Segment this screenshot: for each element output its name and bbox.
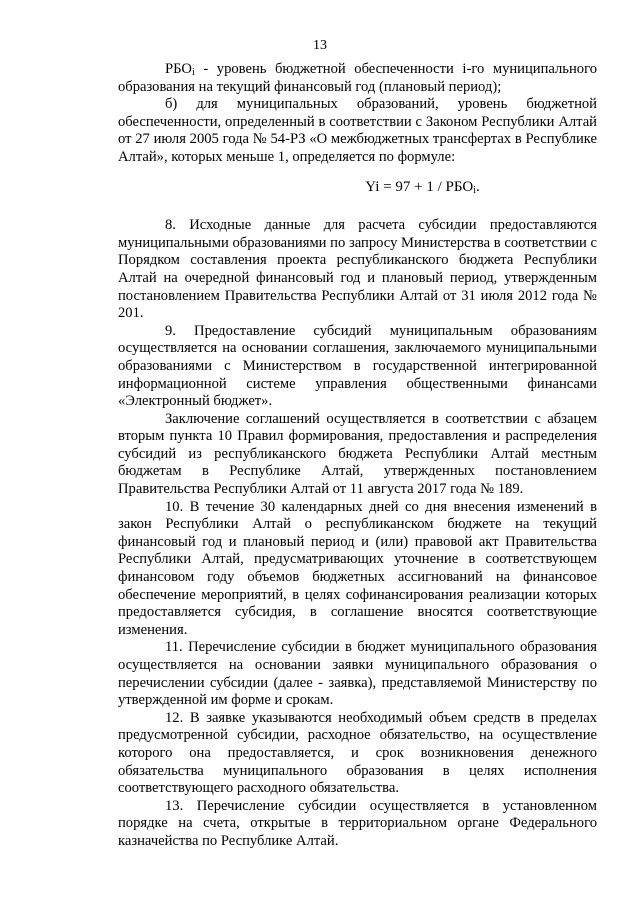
- paragraph-12: 12. В заявке указываются необходимый объем средств в пределах предусмотренной субсидии, расходное обязательство, на осуществление которого она предоставляется, и срок возникновения денежного обязательства муниципального образования в целях исполнения соответствующего расходного обязательства.: [118, 709, 597, 797]
- document-body: [118, 61, 597, 851]
- formula-main: Yi = 97 + 1 / РБО: [365, 178, 474, 195]
- formula-end: .: [475, 178, 480, 195]
- rbo-term: РБО: [165, 61, 192, 77]
- paragraph-13: 13. Перечисление субсидии осуществляется в установленном порядке на счета, открытые в территориальном органе Федерального казначейства по Республике Алтай.: [118, 797, 597, 849]
- paragraph-8: 8. Исходные данные для расчета субсидии предоставляются муниципальными образованиями по запросу Министерства в соответствии с Порядком составления проекта республиканского бюджета Республики Алтай на очередной финансовый год и плановый период, утвержденным постановлением Правительства Республики Алтай от 31 июля 2012 года № 201.: [118, 217, 597, 322]
- rbo-definition-text: - уровень бюджетной обеспеченности i-го муниципального образования на текущий финансовый год (плановый период);: [118, 61, 597, 95]
- paragraph-11: 11. Перечисление субсидии в бюджет муниципального образования осуществляется на основании заявки муниципального образования о перечислении субсидии (далее - заявка), представляемой Министерству по утвержденной им форме и срокам.: [118, 639, 597, 709]
- paragraph-b: б) для муниципальных образований, уровень бюджетной обеспеченности, определенный в соответствии с Законом Республики Алтай от 27 июля 2005 года № 54-РЗ «О межбюджетных трансфертах в Республике Алтай», которых меньше 1, определяется по формуле:: [118, 96, 597, 165]
- paragraph-rbo-definition: [118, 61, 597, 96]
- rbo-subscript: i: [191, 67, 195, 78]
- paragraph-10: 10. В течение 30 календарных дней со дня внесения изменений в закон Республики Алтай о республиканском бюджете на текущий финансовый год и плановый период и (или) правовой акт Правительства Республики Алтай, предусматривающих уточнение в соответствующем финансовом году объемов бюджетных ассигнований на финансовое обеспечение мероприятий, в целях софинансирования реализации которых предоставляется субсидия, в соглашение вносятся соответствующие изменения.: [118, 498, 597, 638]
- formula: [118, 179, 597, 197]
- paragraph-9-continuation: Заключение соглашений осуществляется в соответствии с абзацем вторым пункта 10 Правил формирования, предоставления и распределения субсидий из республиканского бюджета Республики Алтай местным бюджетам в Республике Алтай, утвержденных постановлением Правительства Республики Алтай от 11 августа 2017 года № 189.: [118, 410, 597, 498]
- formula-subscript: i: [473, 184, 476, 196]
- paragraph-9: 9. Предоставление субсидий муниципальным образованиям осуществляется на основании соглашения, заключаемого муниципальными образованиями с Министерством в государственной интегрированной информационной системе управления общественными финансами «Электронный бюджет».: [118, 322, 597, 410]
- page-number: 13: [313, 38, 327, 53]
